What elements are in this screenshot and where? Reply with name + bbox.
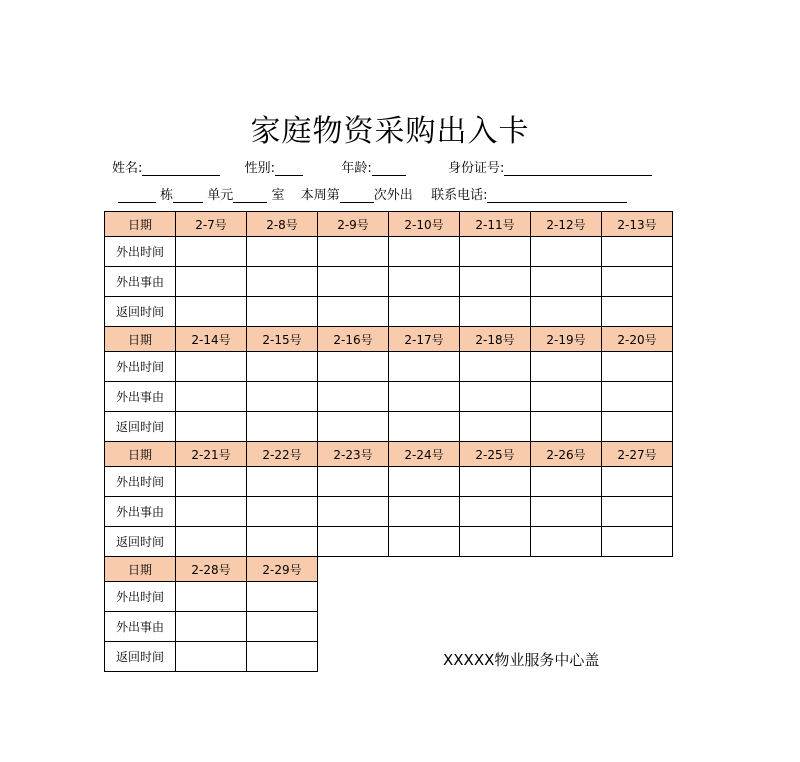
row-label: 外出事由	[105, 382, 176, 412]
entry-cell[interactable]	[460, 297, 531, 327]
empty-space	[531, 557, 602, 582]
table-row	[105, 612, 673, 642]
empty-space	[531, 612, 602, 642]
date-header-label: 日期	[105, 557, 176, 582]
entry-cell[interactable]	[389, 267, 460, 297]
empty-space	[389, 582, 460, 612]
entry-cell[interactable]	[602, 352, 673, 382]
entry-cell[interactable]	[531, 527, 602, 557]
entry-cell[interactable]	[602, 237, 673, 267]
date-header-row	[105, 327, 673, 352]
row-label: 外出时间	[105, 582, 176, 612]
date-cell: 2-25号	[460, 442, 531, 467]
empty-space	[389, 612, 460, 642]
page-title: 家庭物资采购出入卡	[250, 114, 530, 149]
entry-cell[interactable]	[247, 237, 318, 267]
entry-cell[interactable]	[176, 467, 247, 497]
record-table	[104, 211, 673, 672]
times-field[interactable]	[340, 188, 374, 203]
empty-space	[460, 557, 531, 582]
entry-cell[interactable]	[531, 412, 602, 442]
entry-cell[interactable]	[318, 382, 389, 412]
table-row	[105, 237, 673, 267]
entry-cell[interactable]	[531, 352, 602, 382]
entry-cell[interactable]	[460, 352, 531, 382]
date-cell: 2-21号	[176, 442, 247, 467]
entry-cell[interactable]	[602, 497, 673, 527]
date-cell: 2-24号	[389, 442, 460, 467]
entry-cell[interactable]	[176, 582, 247, 612]
date-cell: 2-16号	[318, 327, 389, 352]
date-header-label: 日期	[105, 212, 176, 237]
room-suffix: 室	[271, 188, 285, 203]
info-row-1	[112, 157, 652, 176]
entry-cell[interactable]	[389, 412, 460, 442]
entry-cell[interactable]	[602, 382, 673, 412]
date-cell: 2-17号	[389, 327, 460, 352]
date-cell: 2-8号	[247, 212, 318, 237]
date-cell: 2-18号	[460, 327, 531, 352]
table-row	[105, 382, 673, 412]
building-field[interactable]	[118, 188, 156, 203]
entry-cell[interactable]	[176, 382, 247, 412]
date-cell: 2-15号	[247, 327, 318, 352]
date-header-row	[105, 442, 673, 467]
entry-cell[interactable]	[247, 582, 318, 612]
entry-cell[interactable]	[389, 382, 460, 412]
entry-cell[interactable]	[602, 412, 673, 442]
phone-field[interactable]	[487, 188, 627, 203]
entry-cell[interactable]	[176, 612, 247, 642]
empty-space	[602, 582, 673, 612]
date-cell: 2-27号	[602, 442, 673, 467]
entry-cell[interactable]	[460, 412, 531, 442]
entry-cell[interactable]	[318, 412, 389, 442]
entry-cell[interactable]	[318, 467, 389, 497]
entry-cell[interactable]	[247, 467, 318, 497]
row-label: 外出时间	[105, 467, 176, 497]
entry-cell[interactable]	[176, 352, 247, 382]
row-label: 外出时间	[105, 237, 176, 267]
table-row	[105, 497, 673, 527]
entry-cell[interactable]	[460, 237, 531, 267]
empty-space	[602, 642, 673, 672]
times-suffix: 次外出	[373, 188, 413, 203]
table-row	[105, 582, 673, 612]
date-cell: 2-11号	[460, 212, 531, 237]
date-cell: 2-26号	[531, 442, 602, 467]
entry-cell[interactable]	[531, 237, 602, 267]
empty-space	[318, 612, 389, 642]
id-label: 身份证号:	[448, 161, 505, 176]
room-field[interactable]	[233, 188, 267, 203]
row-label: 外出时间	[105, 352, 176, 382]
entry-cell[interactable]	[531, 267, 602, 297]
name-field[interactable]	[142, 161, 220, 176]
id-field[interactable]	[504, 161, 652, 176]
gender-label: 性别:	[244, 161, 276, 176]
age-field[interactable]	[372, 161, 406, 176]
entry-cell[interactable]	[318, 297, 389, 327]
table-row	[105, 297, 673, 327]
entry-cell[interactable]	[602, 267, 673, 297]
entry-cell[interactable]	[531, 497, 602, 527]
date-header-row	[105, 212, 673, 237]
entry-cell[interactable]	[247, 297, 318, 327]
row-label: 返回时间	[105, 642, 176, 672]
row-label: 返回时间	[105, 412, 176, 442]
date-cell: 2-9号	[318, 212, 389, 237]
entry-cell[interactable]	[389, 527, 460, 557]
entry-cell[interactable]	[318, 527, 389, 557]
row-label: 外出事由	[105, 497, 176, 527]
date-cell: 2-7号	[176, 212, 247, 237]
entry-cell[interactable]	[247, 382, 318, 412]
phone-label: 联系电话:	[431, 188, 488, 203]
entry-cell[interactable]	[247, 412, 318, 442]
empty-space	[460, 612, 531, 642]
table-row	[105, 412, 673, 442]
entry-cell[interactable]	[176, 297, 247, 327]
row-label: 返回时间	[105, 527, 176, 557]
row-label: 外出事由	[105, 267, 176, 297]
unit-field[interactable]	[173, 188, 203, 203]
unit-suffix: 单元	[207, 188, 234, 203]
entry-cell[interactable]	[176, 267, 247, 297]
date-cell: 2-13号	[602, 212, 673, 237]
week-prefix: 本周第	[300, 188, 340, 203]
empty-space	[318, 642, 389, 672]
age-label: 年龄:	[341, 161, 372, 176]
date-cell: 2-28号	[176, 557, 247, 582]
entry-cell[interactable]	[318, 267, 389, 297]
entry-cell[interactable]	[247, 527, 318, 557]
empty-space	[460, 582, 531, 612]
entry-cell[interactable]	[176, 642, 247, 672]
entry-cell[interactable]	[460, 497, 531, 527]
entry-cell[interactable]	[318, 352, 389, 382]
date-cell: 2-14号	[176, 327, 247, 352]
entry-cell[interactable]	[389, 297, 460, 327]
entry-cell[interactable]	[460, 467, 531, 497]
entry-cell[interactable]	[602, 297, 673, 327]
entry-cell[interactable]	[460, 267, 531, 297]
entry-cell[interactable]	[176, 527, 247, 557]
table-row	[105, 267, 673, 297]
date-header-label: 日期	[105, 442, 176, 467]
empty-space	[318, 582, 389, 612]
empty-space	[531, 582, 602, 612]
entry-cell[interactable]	[602, 467, 673, 497]
entry-cell[interactable]	[176, 497, 247, 527]
empty-space	[602, 612, 673, 642]
entry-cell[interactable]	[247, 267, 318, 297]
entry-cell[interactable]	[247, 497, 318, 527]
date-cell: 2-10号	[389, 212, 460, 237]
date-cell: 2-20号	[602, 327, 673, 352]
entry-cell[interactable]	[318, 497, 389, 527]
entry-cell[interactable]	[389, 497, 460, 527]
date-cell: 2-29号	[247, 557, 318, 582]
empty-space	[602, 557, 673, 582]
entry-cell[interactable]	[176, 412, 247, 442]
entry-cell[interactable]	[389, 237, 460, 267]
entry-cell[interactable]	[247, 642, 318, 672]
entry-cell[interactable]	[247, 612, 318, 642]
empty-space	[389, 557, 460, 582]
date-header-row	[105, 557, 673, 582]
entry-cell[interactable]	[531, 382, 602, 412]
date-cell: 2-12号	[531, 212, 602, 237]
entry-cell[interactable]	[389, 467, 460, 497]
date-cell: 2-19号	[531, 327, 602, 352]
building-suffix: 栋	[160, 188, 174, 203]
entry-cell[interactable]	[389, 352, 460, 382]
table-row	[105, 467, 673, 497]
entry-cell[interactable]	[531, 467, 602, 497]
table-row	[105, 352, 673, 382]
info-row-2	[118, 184, 627, 203]
stamp-text: XXXXX物业服务中心盖	[443, 651, 600, 669]
row-label: 返回时间	[105, 297, 176, 327]
entry-cell[interactable]	[602, 527, 673, 557]
row-label: 外出事由	[105, 612, 176, 642]
entry-cell[interactable]	[460, 382, 531, 412]
table-row	[105, 527, 673, 557]
date-cell: 2-23号	[318, 442, 389, 467]
name-label: 姓名:	[112, 161, 143, 176]
date-header-label: 日期	[105, 327, 176, 352]
entry-cell[interactable]	[247, 352, 318, 382]
entry-cell[interactable]	[176, 237, 247, 267]
entry-cell[interactable]	[318, 237, 389, 267]
gender-field[interactable]	[275, 161, 303, 176]
entry-cell[interactable]	[460, 527, 531, 557]
empty-space	[318, 557, 389, 582]
entry-cell[interactable]	[531, 297, 602, 327]
date-cell: 2-22号	[247, 442, 318, 467]
